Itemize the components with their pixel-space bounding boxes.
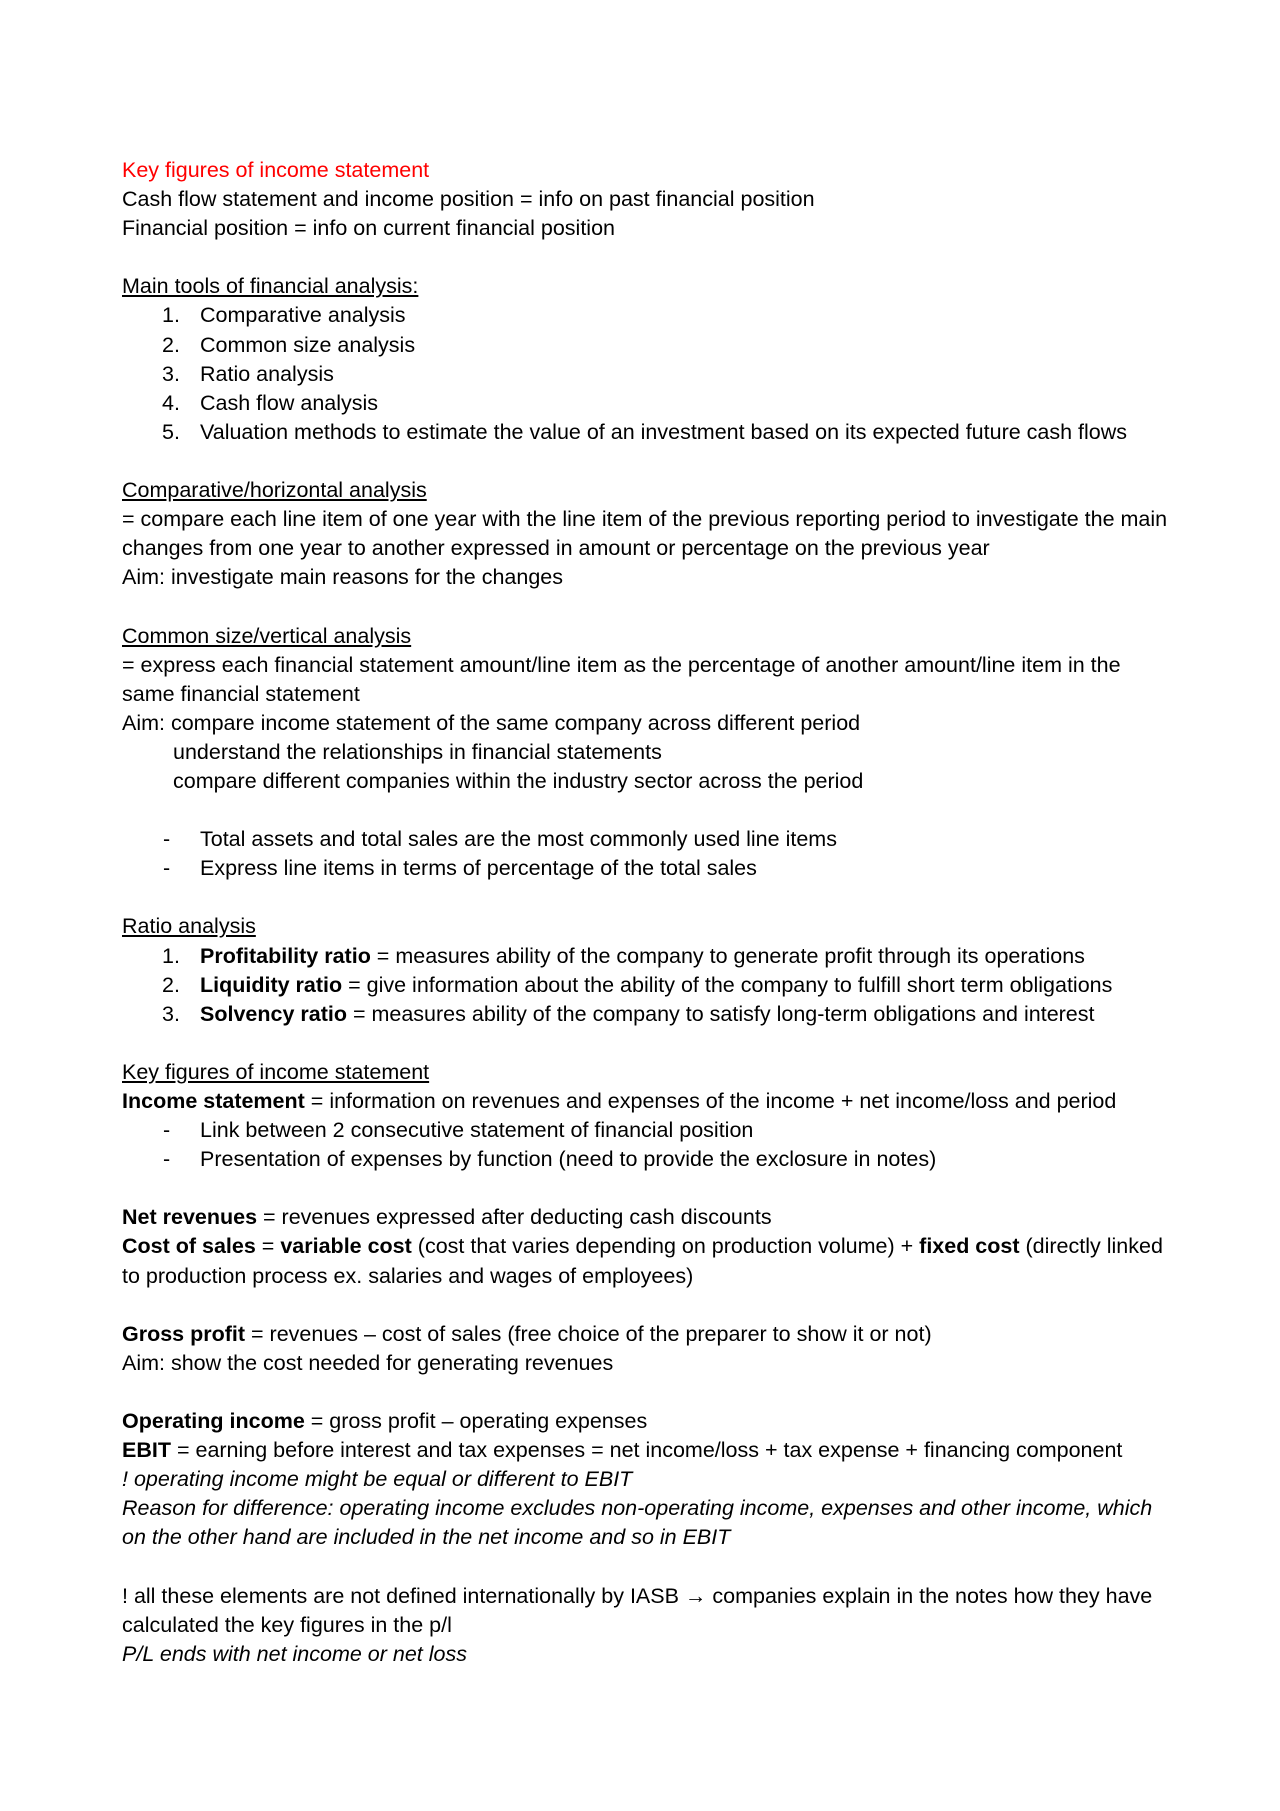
bullet-text: Presentation of expenses by function (need to provide the exclosure in notes)	[200, 1147, 937, 1172]
bullet-dash: -	[163, 827, 171, 852]
arrow-right-icon: →	[684, 1583, 707, 1608]
spacer	[122, 1378, 1172, 1407]
intro-line-1: Cash flow statement and income position = info on past financial position	[122, 187, 815, 212]
list-text: Valuation methods to estimate the value of an investment based on its expected future cash flows	[200, 419, 1128, 444]
closing-text: ! all these elements are not defined internationally by IASB	[122, 1583, 685, 1608]
operating-reason: Reason for difference: operating income excludes non-operating income, expenses and other income, which on the other hand are included in the net income and so in EBIT	[122, 1496, 1153, 1550]
ratio-term: Profitability ratio	[200, 943, 371, 968]
list-text: Ratio analysis	[200, 361, 334, 386]
list-item	[122, 942, 1172, 971]
closing-note	[122, 1582, 1172, 1640]
list-item	[122, 331, 1172, 360]
ebit-line	[122, 1436, 1172, 1465]
list-item	[122, 418, 1172, 447]
bullet-dash: -	[163, 1147, 171, 1172]
spacer	[122, 1174, 1172, 1203]
ratio-heading: Ratio analysis	[122, 914, 256, 939]
list-number: 2.	[162, 332, 180, 357]
bullet-dash: -	[163, 1118, 171, 1143]
spacer	[122, 1553, 1172, 1582]
bullet-dash: -	[163, 856, 171, 881]
variable-cost-term: variable cost	[280, 1234, 412, 1259]
comparative-definition: = compare each line item of one year with the line item of the previous reporting period to investigate the main changes from one year to another expressed in amount or percentage on the previous year	[122, 507, 1168, 561]
list-number: 1.	[162, 943, 180, 968]
comparative-heading: Comparative/horizontal analysis	[122, 478, 427, 503]
income-statement-line	[122, 1087, 1172, 1116]
list-text: Comparative analysis	[200, 303, 406, 328]
list-number: 1.	[162, 303, 180, 328]
list-text: Cash flow analysis	[200, 390, 379, 415]
cost-of-sales-eq: =	[255, 1234, 281, 1259]
document-title: Key figures of income statement	[122, 158, 430, 182]
ratio-term: Liquidity ratio	[200, 972, 343, 997]
list-item	[122, 301, 1172, 330]
common-size-aim: compare different companies within the industry sector across the period	[173, 768, 864, 793]
closing-italic: P/L ends with net income or net loss	[122, 1641, 467, 1666]
gross-profit-aim: Aim: show the cost needed for generating revenues	[122, 1350, 614, 1375]
spacer	[122, 447, 1172, 476]
bullet-item	[122, 1145, 1172, 1174]
spacer	[122, 796, 1172, 825]
gross-profit-term: Gross profit	[122, 1321, 246, 1346]
list-item	[122, 971, 1172, 1000]
gross-profit-text: = revenues – cost of sales (free choice of the preparer to show it or not)	[245, 1321, 932, 1346]
operating-income-term: Operating income	[122, 1409, 305, 1434]
list-number: 5.	[162, 419, 180, 444]
operating-income-text: = gross profit – operating expenses	[304, 1409, 648, 1434]
list-item	[122, 1000, 1172, 1029]
cost-of-sales-term: Cost of sales	[122, 1234, 256, 1259]
ratio-text: = measures ability of the company to generate profit through its operations	[370, 943, 1085, 968]
ratio-term: Solvency ratio	[200, 1001, 347, 1026]
list-item	[122, 360, 1172, 389]
common-size-aim: Aim: compare income statement of the same company across different period	[122, 710, 861, 735]
operating-note: ! operating income might be equal or different to EBIT	[122, 1467, 633, 1492]
closing-text: companies explain in the notes how they have calculated the key figures in the p/l	[122, 1583, 1153, 1637]
ratio-text: = measures ability of the company to satisfy long-term obligations and interest	[346, 1001, 1095, 1026]
spacer	[122, 1291, 1172, 1320]
spacer	[122, 883, 1172, 912]
spacer	[122, 243, 1172, 272]
bullet-item	[122, 854, 1172, 883]
fixed-cost-text: (directly linked to production process ex. salaries and wages of employees)	[122, 1234, 1163, 1288]
income-statement-term: Income statement	[122, 1089, 305, 1113]
spacer	[122, 1029, 1172, 1058]
document-page	[122, 156, 1172, 1669]
ebit-text: = earning before interest and tax expenses = net income/loss + tax expense + financing component	[170, 1438, 1123, 1463]
common-size-definition: = express each financial statement amount/line item as the percentage of another amount/line item in the same financial statement	[122, 652, 1121, 706]
variable-cost-text: (cost that varies depending on production volume) +	[411, 1234, 920, 1259]
comparative-aim: Aim: investigate main reasons for the changes	[122, 565, 563, 590]
income-statement-text: = information on revenues and expenses of the income + net income/loss and period	[304, 1089, 1117, 1113]
ratio-text: = give information about the ability of the company to fulfill short term obligations	[342, 972, 1113, 997]
bullet-text: Express line items in terms of percentage of the total sales	[200, 856, 757, 881]
fixed-cost-term: fixed cost	[919, 1234, 1020, 1259]
net-revenues-term: Net revenues	[122, 1205, 258, 1230]
list-number: 4.	[162, 390, 180, 415]
gross-profit-line	[122, 1320, 1172, 1349]
list-text: Common size analysis	[200, 332, 416, 357]
common-size-heading: Common size/vertical analysis	[122, 623, 412, 648]
ebit-term: EBIT	[122, 1438, 171, 1463]
tools-heading: Main tools of financial analysis:	[122, 274, 419, 299]
bullet-item	[122, 1116, 1172, 1145]
list-number: 3.	[162, 1001, 180, 1026]
bullet-text: Link between 2 consecutive statement of financial position	[200, 1118, 754, 1143]
list-number: 3.	[162, 361, 180, 386]
operating-income-line	[122, 1407, 1172, 1436]
net-revenues-line	[122, 1203, 1172, 1232]
cost-of-sales-line	[122, 1232, 1172, 1290]
net-revenues-text: = revenues expressed after deducting cash discounts	[257, 1205, 772, 1230]
spacer	[122, 592, 1172, 621]
common-size-aim: understand the relationships in financial statements	[173, 739, 662, 764]
bullet-text: Total assets and total sales are the most commonly used line items	[200, 827, 837, 852]
list-number: 2.	[162, 972, 180, 997]
bullet-item	[122, 825, 1172, 854]
list-item	[122, 389, 1172, 418]
intro-line-2: Financial position = info on current financial position	[122, 216, 615, 241]
key-figures-heading: Key figures of income statement	[122, 1059, 430, 1084]
